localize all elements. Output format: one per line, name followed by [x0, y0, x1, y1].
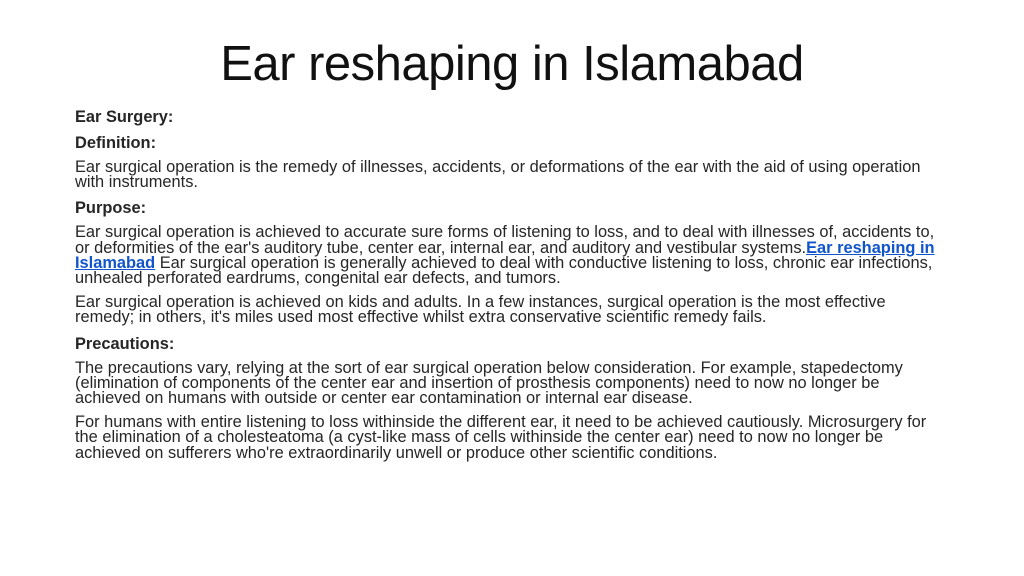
purpose-text-2: Ear surgical operation is achieved on kids and adults. In a few instances, surgical operation is the most effective remedy; in others, it's miles used most effective whilst extra conservative scientific remedy fails. — [75, 293, 886, 327]
precautions-heading: Precautions: — [75, 334, 175, 353]
slide-body — [75, 108, 945, 470]
purpose-text-after-link: Ear surgical operation is generally achieved to deal with conductive listening to loss, chronic ear infections, unhealed perforated eardrums, congenital ear defects, and tumors. — [75, 253, 933, 288]
purpose-paragraph — [75, 225, 945, 286]
slide-title: Ear reshaping in Islamabad — [220, 37, 804, 91]
ear-reshaping-link[interactable]: Ear reshaping in Islamabad — [75, 238, 935, 272]
definition-heading: Definition: — [75, 134, 157, 152]
ear-surgery-heading: Ear Surgery: — [75, 108, 174, 126]
precautions-text-2: For humans with entire listening to loss withinside the different ear, it need to be achieved cautiously. Microsurgery for the elimination of a cholesteatoma (a cyst-like mass of cells withinside the center ear) need to now no longer be achieved on sufferers who're extraordinarily unwell or produce other scientific conditions. — [75, 413, 927, 462]
precautions-text-1: The precautions vary, relying at the sort of ear surgical operation below consideration. For example, stapedectomy (elimination of components of the center ear and insertion of prosthesis components) need to now no longer be achieved on humans with outside or center ear contamination or internal ear disease. — [75, 358, 903, 408]
purpose-text-before-link: Ear surgical operation is achieved to accurate sure forms of listening to loss, and to deal with illnesses of, accidents to, or deformities of the ear's auditory tube, center ear, internal ear, and auditory and vestibular systems. — [75, 223, 935, 257]
purpose-heading: Purpose: — [75, 199, 147, 218]
definition-text: Ear surgical operation is the remedy of illnesses, accidents, or deformations of the ear with the aid of using operation with instruments. — [75, 158, 921, 192]
